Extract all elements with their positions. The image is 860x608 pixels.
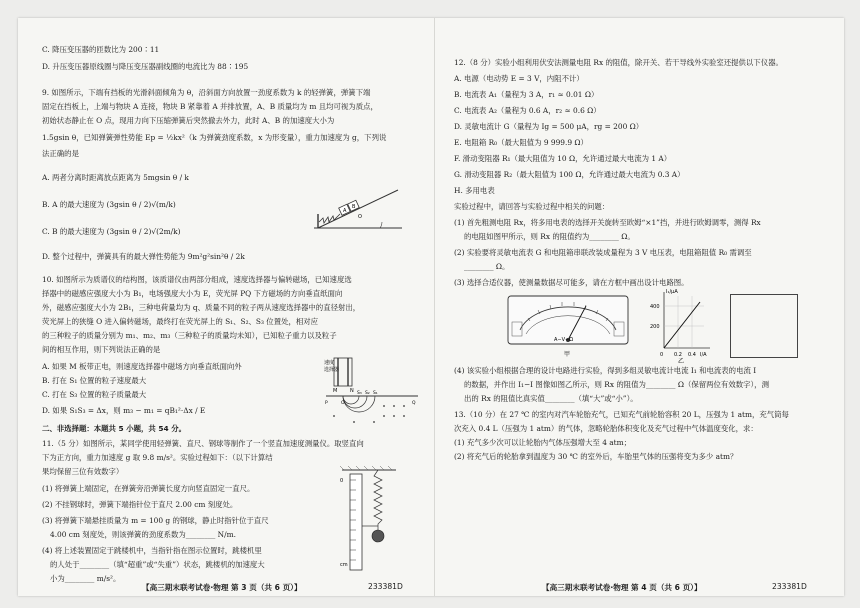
- question-9-option-d: D. 整个过程中，弹簧具有的最大弹性势能为 9m²g²sin²θ / 2k: [42, 252, 245, 261]
- screen-q-label: Q: [412, 401, 416, 406]
- question-12-part-4: 出的 Rx 的阻值比真实值________（填“大”或“小”）。: [464, 394, 638, 403]
- question-10-stem: 间的相互作用，则下列说法正确的是: [42, 345, 161, 354]
- question-12-intro: 实验过程中，请回答与实验过程中相关的问题：: [454, 202, 610, 211]
- question-13-part-2: (2) 将充气后的轮胎拿到温度为 30 ℃ 的室外后，车胎里气体的压强将变为多少 atm？: [454, 452, 738, 461]
- question-10-option-d: D. 如果 S₁S₃ = Δx，则 m₃ − m₁ = qB₁²·Δx / E: [42, 406, 206, 415]
- spring-ruler-figure: [338, 466, 402, 574]
- selector-label: 选择器: [324, 367, 340, 373]
- block-b-label: B: [352, 204, 356, 210]
- ruler-unit-label: cm: [340, 562, 348, 568]
- question-13-stem: 13.（10 分）在 27 ℃ 的室内对汽车轮胎充气，已知充气前轮胎容积 20 L，压强为 1 atm，充气筒每: [454, 410, 789, 419]
- graph-y-tick: 400: [650, 304, 660, 310]
- exam-code: 233381D: [368, 582, 403, 591]
- question-13-part-1: (1) 充气多少次可以让轮胎内气体压强增大至 4 atm；: [454, 438, 632, 447]
- s1-label: S₁: [373, 391, 378, 396]
- exam-code: 233381D: [772, 582, 807, 591]
- question-12-stem: 12.（8 分）实验小组利用伏安法测量电阻 Rx 的阻值，除开关、若干导线外实验室还提供以下仪器。: [454, 58, 783, 67]
- block-a-label: A: [343, 208, 347, 214]
- incline-spring-figure: [310, 178, 406, 234]
- question-10-option-c: C. 打在 S₃ 位置的粒子质量最大: [42, 390, 147, 399]
- question-10-stem: 荧光屏上的狭缝 O 进入偏转磁场，最终打在荧光屏上的 S₁、S₂、S₃ 位置处，相对应: [42, 317, 319, 326]
- i1-i-graph: [650, 286, 714, 364]
- instrument-f: F. 滑动变阻器 R₁（最大阻值为 10 Ω，允许通过最大电流为 1 A）: [454, 154, 672, 163]
- question-11-step-2: (2) 不挂钢球时，弹簧下端指针位于直尺 2.00 cm 刻度处。: [42, 500, 238, 509]
- figure-yi-caption: 乙: [678, 358, 685, 364]
- plate-m-label: M: [333, 388, 338, 394]
- exam-sheet: [18, 18, 844, 596]
- exam-page-4: [454, 18, 824, 596]
- graph-data-line: [664, 302, 700, 348]
- question-9-option-c: C. B 的最大速度为 (3gsin θ / 2)√(2m/k): [42, 227, 181, 236]
- option-d-transformer: D. 升压变压器原线圈与降压变压器副线圈的电流比为 88∶195: [42, 62, 249, 71]
- graph-x-label: I/A: [700, 352, 707, 358]
- question-10-stem: 的三种粒子的质量分别为 m₁、m₂、m₃（三种粒子的质量均未知），已知粒子重力以及粒子: [42, 331, 337, 340]
- option-c-transformer: C. 降压变压器的匝数比为 200∶11: [42, 45, 160, 54]
- question-11-step-3: (3) 将弹簧下端悬挂质量为 m = 100 g 的钢球，静止时指针位于直尺: [42, 516, 269, 525]
- mass-spectrometer-figure: [324, 356, 420, 428]
- question-10-option-b: B. 打在 S₁ 位置的粒子速度最大: [42, 376, 147, 385]
- screen-p-label: P: [325, 401, 328, 406]
- selector-label: 速度: [324, 360, 335, 366]
- instrument-e: E. 电阻箱 R₀（最大阻值为 9 999.9 Ω）: [454, 138, 588, 147]
- question-9-stem: 1.5gsin θ，已知弹簧弹性势能 Ep = ½kx²（k 为弹簧劲度系数，x 为形变量），重力加速度为 g，下列说: [42, 133, 387, 142]
- plate-n-label: N: [350, 388, 354, 394]
- question-11-step-4: (4) 将上述装置固定于跳楼机中，当指针指在图示位置时，跳楼机里: [42, 546, 262, 555]
- s2-label: S₂: [365, 391, 370, 396]
- instrument-d: D. 灵敏电流计 G（量程为 Ig = 500 μA，rg = 200 Ω）: [454, 122, 644, 131]
- multimeter-figure: [506, 294, 630, 360]
- question-11-stem: 11.（5 分）如图所示，某同学使用轻弹簧、直尺、钢球等制作了一个竖直加速度测量仪。取竖直向: [42, 439, 364, 448]
- instrument-h: H. 多用电表: [454, 186, 495, 195]
- question-12-part-1: 的电阻如图甲所示，则 Rx 的阻值约为________ Ω。: [464, 232, 635, 241]
- graph-x-tick: 0.4: [688, 352, 696, 358]
- question-12-part-4: (4) 该实验小组根据合理的设计电路进行实验，得到多组灵敏电流计电流 I₁ 和电流表的电流 I: [454, 366, 757, 375]
- question-12-part-2: ________ Ω。: [464, 262, 510, 271]
- graph-y-label: I₁/μA: [666, 289, 678, 295]
- s3-label: S₃: [357, 391, 362, 396]
- question-10-stem: 择器中的磁感应强度大小为 B₁，电场强度大小为 E，荧光屏 PQ 下方磁场的方向垂直纸面向: [42, 289, 343, 298]
- instrument-b: B. 电流表 A₁（量程为 3 A，r₁ ≈ 0.01 Ω）: [454, 90, 599, 99]
- question-11-stem: 下为正方向，重力加速度 g 取 9.8 m/s²。实验过程如下：（以下计算结: [42, 453, 273, 462]
- question-9-option-a: A. 两者分离时距离放点距离为 5mgsin θ / k: [42, 173, 189, 182]
- question-11-step-4: 的人处于________（填“超重”或“失重”）状态，跳楼机的加速度大: [50, 560, 265, 569]
- question-11-step-1: (1) 将弹簧上端固定，在弹簧旁沿弹簧长度方向竖直固定一直尺。: [42, 484, 255, 493]
- graph-y-tick: 200: [650, 324, 660, 330]
- question-9-stem: 9. 如图所示，下端有挡板的光滑斜面倾角为 θ，沿斜面方向放置一劲度系数为 k 的轻弹簧，弹簧下端: [42, 88, 371, 97]
- graph-x-tick: 0: [660, 352, 664, 358]
- graph-x-tick: 0.2: [674, 352, 682, 358]
- ruler-zero-label: 0: [340, 478, 344, 484]
- question-13-stem: 次充入 0.4 L（压强为 1 atm）的气体，忽略轮胎体积变化及充气过程中气体温度变化，求：: [454, 424, 758, 433]
- instrument-g: G. 滑动变阻器 R₂（最大阻值为 100 Ω，允许通过最大电流为 0.3 A）: [454, 170, 685, 179]
- point-o-label: O: [358, 214, 362, 220]
- question-11-step-3: 4.00 cm 刻度处，则该弹簧的劲度系数为________ N/m.: [50, 530, 236, 539]
- slit-o-label: O: [341, 401, 345, 406]
- circuit-design-box: [730, 294, 798, 358]
- question-12-part-1: (1) 首先粗测电阻 Rx，将多用电表的选择开关旋转至欧姆“×1”挡，并进行欧姆调零，测得 Rx: [454, 218, 761, 227]
- instrument-a: A. 电源（电动势 E = 3 V，内阻不计）: [454, 74, 584, 83]
- question-11-stem: 果均保留三位有效数字）: [42, 467, 124, 476]
- page-footer: 【高三期末联考试卷·物理 第 3 页（共 6 页）】: [142, 583, 302, 592]
- question-10-stem: 外，磁感应强度大小为 2B₁，三种电荷量均为 q、质量不同的粒子两从速度选择器中的直径射出，: [42, 303, 361, 312]
- question-10-stem: 10. 如图所示为质谱仪的结构图，该质谱仪由两部分组成，速度选择器与偏转磁场，已知速度选: [42, 275, 352, 284]
- question-12-part-4: 的数据，并作出 I₁−I 图像如图乙所示，则 Rx 的阻值为________ Ω（保留两位有效数字），测: [464, 380, 769, 389]
- question-10-option-a: A. 如果 M 板带正电，则速度选择器中磁场方向垂直纸面向外: [42, 362, 242, 371]
- meter-scale-label: A−V−Ω: [554, 337, 574, 343]
- question-9-stem: 初始状态静止在 O 点，现用力向下压缩弹簧后突然撤去外力，此时 A、B 的加速度大小为: [42, 116, 335, 125]
- question-11-step-4: 小为________ m/s²。: [50, 574, 121, 583]
- exam-page-3: [42, 18, 420, 596]
- question-12-part-2: (2) 实验要将灵敏电流表 G 和电阻箱串联改装成量程为 3 V 电压表，电阻箱阻值 R₀ 需调至: [454, 248, 752, 257]
- question-9-option-b: B. A 的最大速度为 (3gsin θ / 2)√(m/k): [42, 200, 176, 209]
- section-heading: 二、非选择题：本题共 5 小题，共 54 分。: [42, 424, 186, 433]
- question-12-part-3: (3) 选择合适仪器，使测量数据尽可能多，请在方框中画出设计电路图。: [454, 278, 689, 287]
- page-footer: 【高三期末联考试卷·物理 第 4 页（共 6 页）】: [542, 583, 702, 592]
- question-9-stem: 法正确的是: [42, 149, 79, 158]
- page-fold: [434, 18, 435, 596]
- question-9-stem: 固定在挡板上，上端与物块 A 连接，物块 B 紧靠着 A 并排放置，A、B 质量均为 m 且均可视为质点，: [42, 102, 378, 111]
- instrument-c: C. 电流表 A₂（量程为 0.6 A，r₂ ≈ 0.6 Ω）: [454, 106, 601, 115]
- figure-jia-caption: 甲: [564, 351, 571, 358]
